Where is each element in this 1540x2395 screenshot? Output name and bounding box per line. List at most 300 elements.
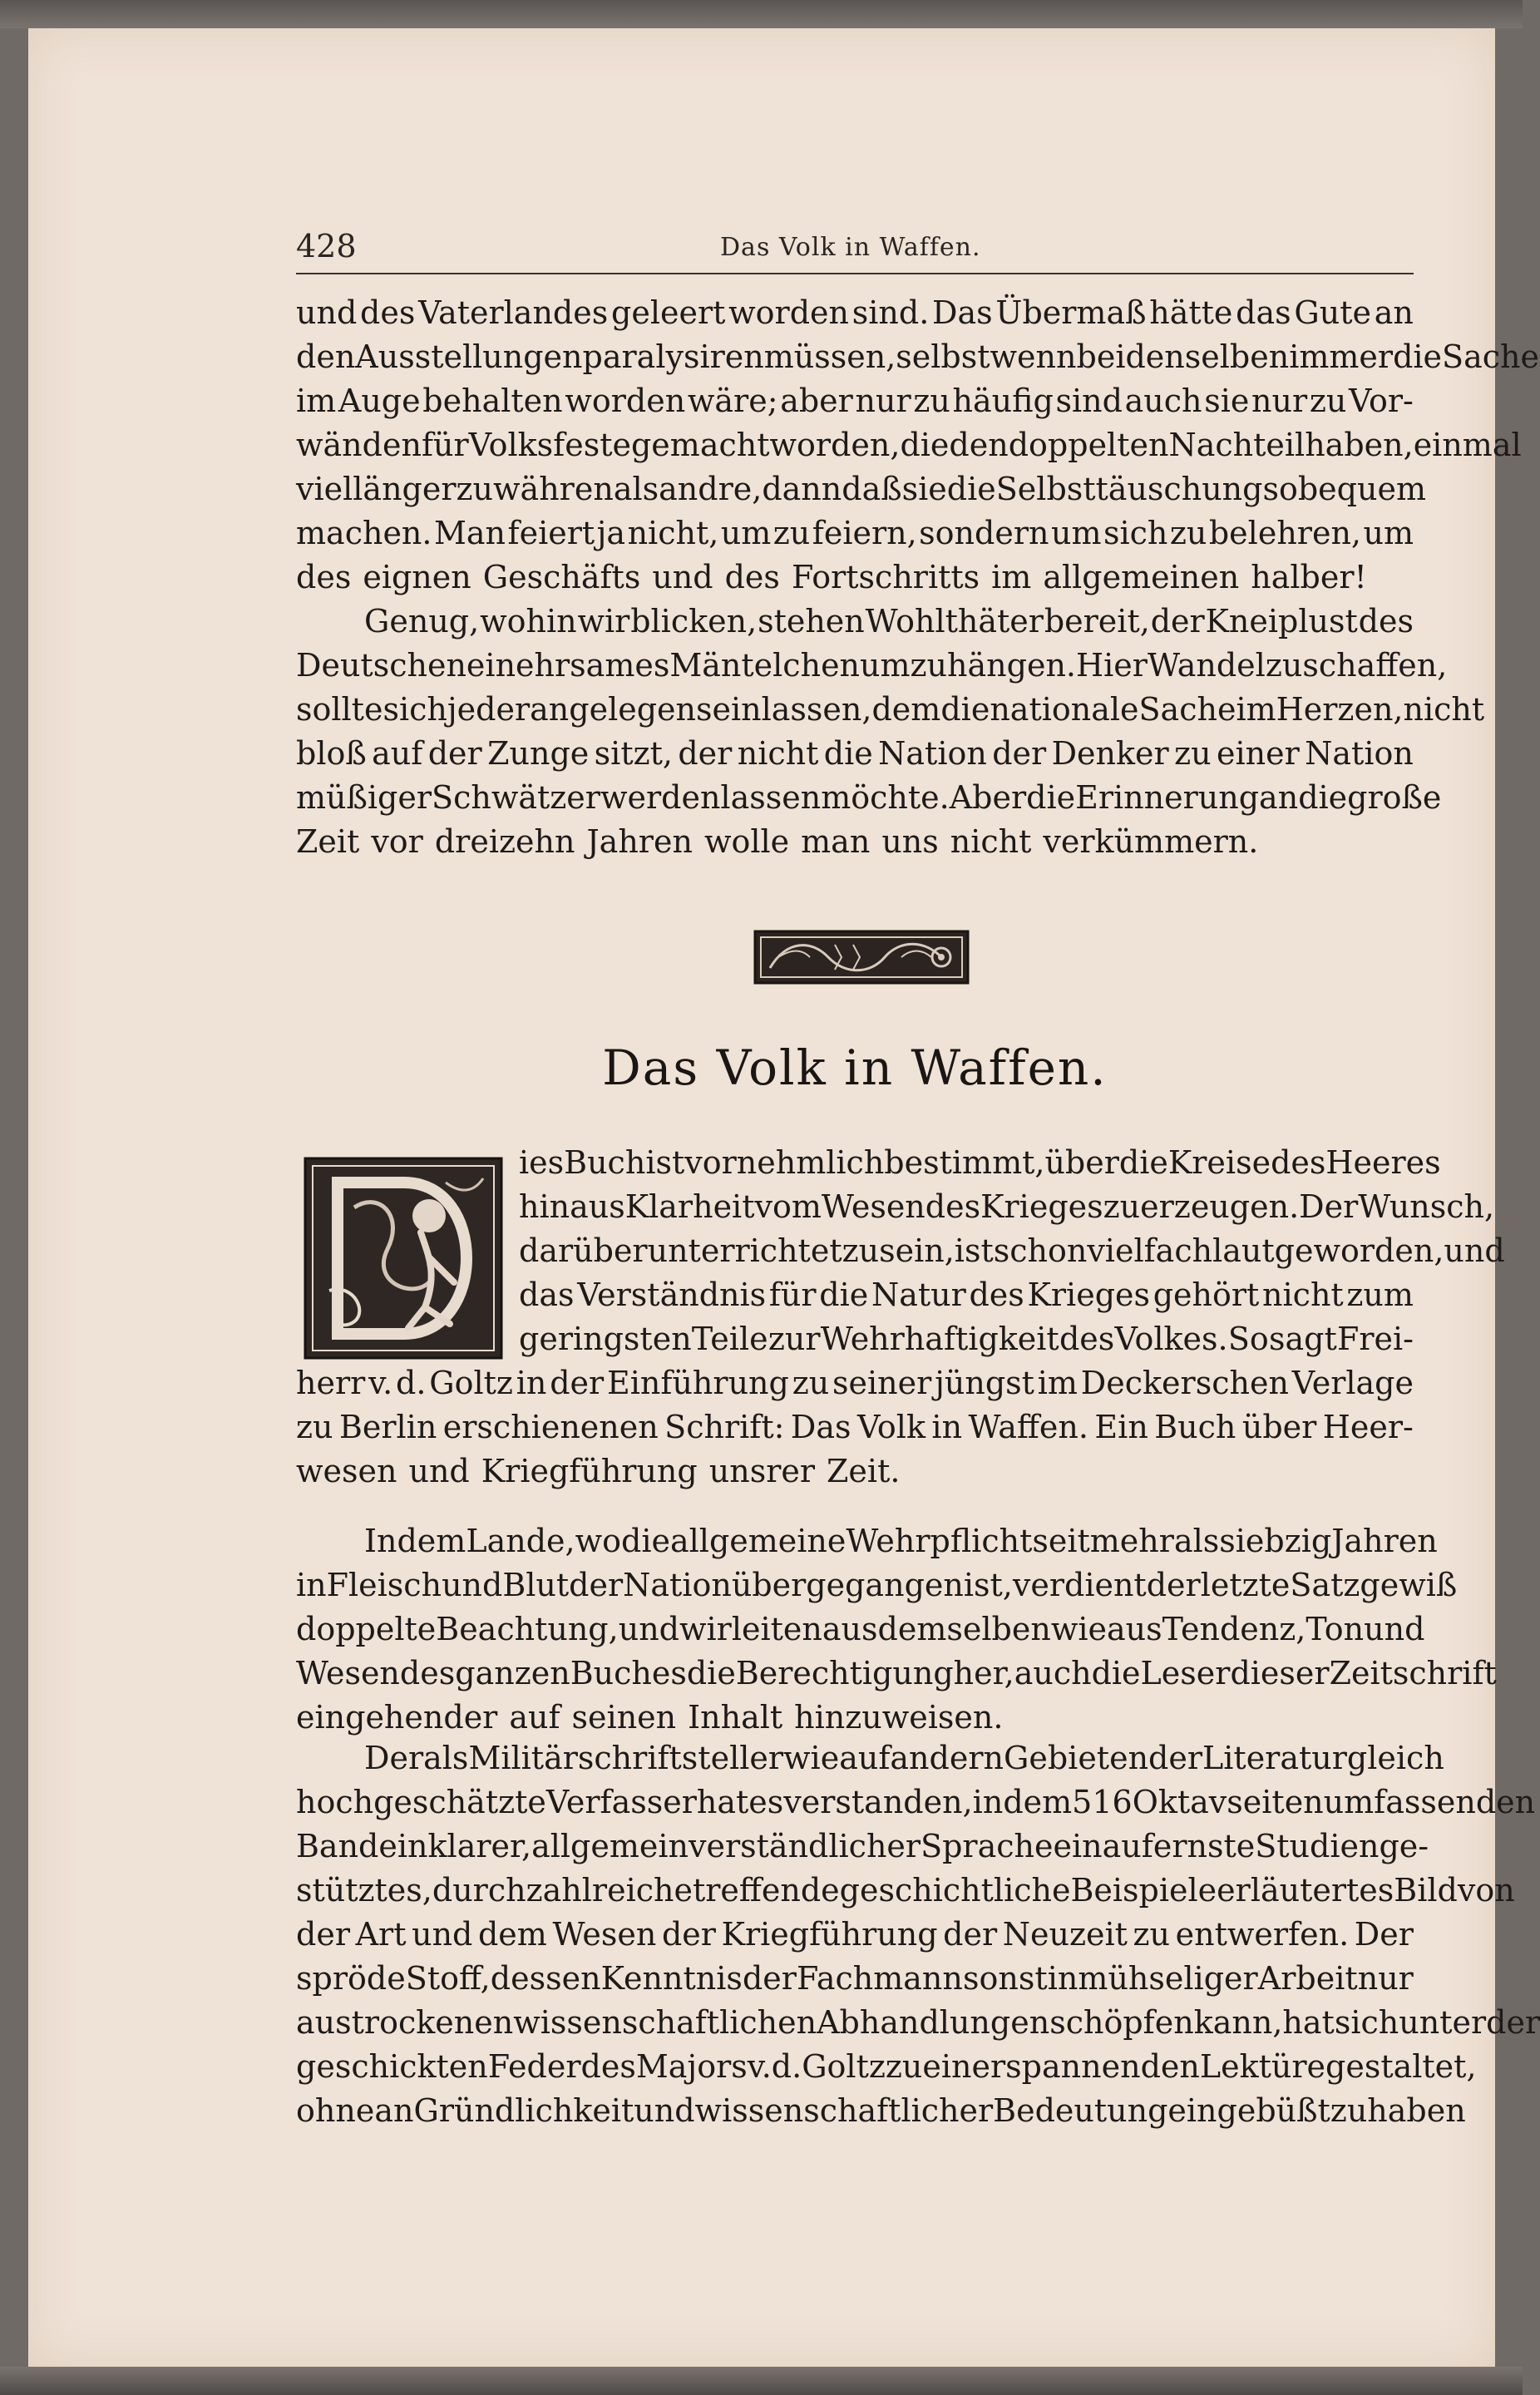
word: v. <box>747 2048 772 2085</box>
text-line <box>519 1185 1495 1229</box>
word: zu <box>1265 647 1303 684</box>
word: wo <box>575 1523 622 1559</box>
word: schaffen, <box>1302 647 1448 684</box>
word: Goltz <box>429 1365 513 1401</box>
word: und <box>634 2092 695 2129</box>
word: auch <box>1124 383 1202 419</box>
text-line <box>296 1736 1444 1780</box>
text-line <box>519 1229 1505 1273</box>
word: zu <box>913 383 950 419</box>
word: währen <box>493 471 614 507</box>
word: wissenschaftlicher <box>694 2092 994 2129</box>
word: schöpfen <box>1049 2004 1194 2041</box>
word: nur <box>1357 1960 1414 1997</box>
word: Frei- <box>1336 1321 1414 1357</box>
word: hochgeschätzte <box>296 1784 546 1820</box>
word: viel <box>296 471 353 507</box>
word: des <box>925 1188 981 1225</box>
word: gemacht <box>630 427 770 463</box>
text-line <box>296 1652 1497 1696</box>
word: Neuzeit <box>1002 1916 1128 1953</box>
word: Buches <box>570 1655 687 1691</box>
word: sein <box>696 691 762 728</box>
word: Verlage <box>1291 1365 1414 1401</box>
word: ist, <box>963 1567 1013 1603</box>
word: Gebieten <box>1004 1740 1149 1776</box>
word: ge- <box>1379 1828 1429 1864</box>
word: in <box>397 1828 428 1864</box>
word: andern <box>890 1740 1004 1776</box>
word: Berechtigung <box>735 1655 954 1691</box>
word: den <box>296 338 356 375</box>
word: eingebüßt <box>1167 2092 1330 2129</box>
text-line <box>296 335 1539 379</box>
word: Zeit <box>296 823 360 860</box>
word: auf <box>509 1699 560 1736</box>
word: darüber <box>519 1232 648 1269</box>
word: in <box>516 1365 547 1401</box>
word: Buch <box>564 1144 646 1181</box>
word: Wunsch, <box>1358 1188 1495 1225</box>
word: zu <box>885 2048 923 2085</box>
word: Vor- <box>1349 383 1414 419</box>
word: Zunge <box>487 735 590 772</box>
word: herr <box>296 1365 366 1401</box>
word: spannenden <box>1005 2048 1200 2085</box>
word: der <box>1486 2004 1540 2041</box>
text-line <box>296 1563 1458 1607</box>
word: allgemein <box>531 1828 689 1864</box>
word: Volksfeste <box>468 427 631 463</box>
word: wie <box>1050 1611 1107 1647</box>
word: Jahren <box>1331 1523 1438 1559</box>
word: als <box>423 1740 469 1776</box>
text-line <box>296 688 1485 732</box>
word: treffende <box>692 1872 840 1909</box>
word: immer <box>1289 338 1394 375</box>
word: zu <box>842 1232 880 1269</box>
word: und <box>412 1916 473 1953</box>
word: hätte <box>1149 294 1233 331</box>
word: dem <box>397 1523 466 1559</box>
word: trockenen <box>351 2004 514 2041</box>
word: verkümmern. <box>1043 823 1259 860</box>
word: für <box>768 1277 817 1313</box>
article-paragraph-2 <box>296 1519 1497 1740</box>
word: Wehrhaftigkeit <box>820 1321 1059 1357</box>
word: auch <box>1014 1655 1092 1691</box>
word: der <box>992 735 1047 772</box>
word: die <box>1118 1144 1168 1181</box>
word: Selbsttäuschung <box>995 471 1263 507</box>
word: Blut <box>502 1567 570 1603</box>
word: Wesen <box>552 1916 657 1953</box>
word: laut <box>1212 1232 1275 1269</box>
text-line <box>296 1519 1438 1563</box>
word: ernste <box>1153 1828 1256 1864</box>
word: geschichtliche <box>839 1872 1071 1909</box>
word: Volk <box>856 1409 925 1445</box>
word: halber! <box>1251 559 1367 595</box>
word: dem <box>871 691 941 728</box>
top-paragraph <box>296 291 1539 600</box>
word: gehört <box>1153 1277 1260 1313</box>
word: Kneiplust <box>1205 603 1358 639</box>
word: sagt <box>1268 1321 1337 1357</box>
word: dessen <box>490 1960 601 1997</box>
word: haben, <box>1305 427 1414 463</box>
word: haben <box>1367 2092 1466 2129</box>
word: Deutschen <box>296 647 466 684</box>
article-title: Das Volk in Waffen. <box>602 1039 1108 1096</box>
word: der <box>550 1365 605 1401</box>
word: als <box>1173 1523 1220 1559</box>
word: vielfach <box>1087 1232 1213 1269</box>
word: Das <box>790 1409 851 1445</box>
word: ja <box>596 515 626 551</box>
word: Oktavseiten <box>1132 1784 1324 1820</box>
word: wohin <box>480 603 577 639</box>
word: Leser <box>1140 1655 1231 1691</box>
word: So <box>1227 1321 1269 1357</box>
word: geschickten <box>296 2048 488 2085</box>
word: denselben <box>1125 338 1290 375</box>
word: zu <box>1103 1188 1141 1225</box>
word: des <box>296 559 352 595</box>
word: umfassenden <box>1323 1784 1536 1820</box>
word: in <box>931 1409 963 1445</box>
word: Krieges <box>980 1188 1103 1225</box>
word: Beispiele <box>1070 1872 1217 1909</box>
word: Sache <box>1442 338 1539 375</box>
word: wie <box>783 1740 840 1776</box>
word: Stoff, <box>405 1960 491 1997</box>
word: Heeres <box>1325 1144 1441 1181</box>
word: des <box>360 294 416 331</box>
word: mühseliger <box>1078 1960 1258 1997</box>
header-rule <box>296 273 1414 274</box>
word: der <box>943 1916 998 1953</box>
word: um <box>1050 515 1102 551</box>
word: zu <box>1309 383 1347 419</box>
word: bequem <box>1297 471 1426 507</box>
word: der <box>1150 603 1205 639</box>
word: und <box>618 1611 679 1647</box>
word: zu <box>1133 1916 1171 1953</box>
word: eingehender <box>296 1699 498 1736</box>
word: letzte <box>1200 1567 1291 1603</box>
text-line <box>296 2045 1477 2089</box>
word: das <box>519 1277 575 1313</box>
word: sich <box>1103 515 1168 551</box>
word: Abhandlungen <box>817 2004 1050 2041</box>
text-line <box>296 1361 1414 1405</box>
word: Tendenz, <box>1162 1611 1306 1647</box>
word: es <box>748 1784 784 1820</box>
word: so <box>1262 471 1298 507</box>
word: zu <box>296 1409 333 1445</box>
word: der <box>427 735 482 772</box>
word: ist <box>645 1144 685 1181</box>
word: zu <box>1330 2092 1368 2129</box>
word: hinzuweisen. <box>794 1699 1004 1736</box>
word: Übermaß <box>995 294 1147 331</box>
word: Goltz <box>802 2048 886 2085</box>
text-line <box>296 1405 1414 1449</box>
word: ehrsames <box>516 647 670 684</box>
word: die <box>900 427 950 463</box>
word: Deckerschen <box>1080 1365 1289 1401</box>
word: auf <box>1102 1828 1153 1864</box>
word: stehen <box>758 603 865 639</box>
word: nicht, <box>627 515 719 551</box>
word: jeder <box>447 691 531 728</box>
word: übergegangen <box>731 1567 964 1603</box>
word: dem <box>1003 1784 1073 1820</box>
word: die <box>823 735 873 772</box>
word: v. <box>368 1365 393 1401</box>
word: ein <box>466 647 516 684</box>
word: d. <box>396 1365 427 1401</box>
word: Wandel <box>1147 647 1266 684</box>
word: zu <box>1174 735 1212 772</box>
word: unter <box>1399 2004 1487 2041</box>
word: wir <box>577 603 630 639</box>
word: Klarheit <box>624 1188 755 1225</box>
text-line <box>296 1607 1425 1652</box>
article-paragraph-3 <box>296 1736 1540 2133</box>
word: Kenntnis <box>600 1960 743 1997</box>
word: Volkes. <box>1114 1321 1228 1357</box>
word: Gute <box>1294 294 1371 331</box>
word: in <box>972 1784 1004 1820</box>
word: Beachtung, <box>436 1611 619 1647</box>
word: nicht <box>1262 1277 1344 1313</box>
word: In <box>364 1523 397 1559</box>
word: Verständnis <box>577 1277 767 1313</box>
word: Bande <box>296 1828 397 1864</box>
word: her, <box>953 1655 1014 1691</box>
text-line <box>296 1449 1414 1494</box>
word: wir <box>679 1611 732 1647</box>
word: ohne <box>296 2092 375 2129</box>
word: und <box>296 294 358 331</box>
word: sollte <box>296 691 383 728</box>
word: länger <box>353 471 457 507</box>
word: Kriegführung <box>721 1916 938 1953</box>
word: das <box>1236 294 1291 331</box>
word: des <box>1059 1321 1115 1357</box>
word: Zeitschrift <box>1329 1655 1497 1691</box>
word: Der <box>1299 1188 1359 1225</box>
word: die <box>940 691 990 728</box>
word: Ausstellungen <box>355 338 583 375</box>
word: hat <box>696 1784 749 1820</box>
word: bestimmt, <box>884 1144 1045 1181</box>
page-number: 428 <box>296 228 357 264</box>
word: dieser <box>1230 1655 1330 1691</box>
word: doppelten <box>1008 427 1169 463</box>
word: 516 <box>1072 1784 1133 1820</box>
text-line <box>296 1869 1515 1913</box>
word: hinaus <box>519 1188 625 1225</box>
word: Krieges <box>1027 1277 1151 1313</box>
word: Hier <box>1076 647 1148 684</box>
word: und <box>652 559 713 595</box>
word: der <box>569 1567 624 1603</box>
word: sich <box>383 691 447 728</box>
word: dreizehn <box>434 823 575 860</box>
text-line <box>296 2089 1466 2133</box>
word: Fachmann <box>797 1960 963 1997</box>
word: aus <box>1106 1611 1162 1647</box>
word: Denker <box>1051 735 1169 772</box>
text-line <box>519 1273 1414 1317</box>
word: der <box>296 1916 350 1953</box>
word: aus <box>822 1611 878 1647</box>
word: bloß <box>296 735 367 772</box>
word: der <box>1148 1740 1203 1776</box>
word: aber <box>780 383 853 419</box>
word: Arbeit <box>1257 1960 1358 1997</box>
word: vor <box>371 823 423 860</box>
word: nur <box>1251 383 1308 419</box>
word: seit <box>1032 1523 1090 1559</box>
word: möchte. <box>821 779 950 816</box>
word: geworden, <box>1274 1232 1444 1269</box>
word: an <box>1259 779 1299 816</box>
word: des <box>724 559 780 595</box>
word: erschienenen <box>442 1409 659 1445</box>
word: geleert <box>611 294 726 331</box>
text-line <box>296 511 1414 556</box>
word: Wesen <box>821 1188 925 1225</box>
word: des <box>1271 1144 1326 1181</box>
word: Herzen, <box>1276 691 1404 728</box>
word: Majors <box>635 2048 748 2085</box>
word: sind <box>1055 383 1123 419</box>
word: Erinnerung <box>1075 779 1260 816</box>
word: Wesen <box>296 1655 400 1691</box>
word: der <box>678 735 733 772</box>
word: nicht <box>1403 691 1485 728</box>
word: hat <box>1282 2004 1335 2041</box>
word: Inhalt <box>688 1699 783 1736</box>
word: die <box>819 1277 869 1313</box>
word: jüngst <box>935 1365 1034 1401</box>
word: über <box>1241 1409 1317 1445</box>
word: im <box>296 383 337 419</box>
word: Feder <box>487 2048 581 2085</box>
word: von <box>1457 1872 1515 1909</box>
word: behalten <box>422 383 563 419</box>
word: die <box>1026 779 1076 816</box>
word: nationale <box>990 691 1139 728</box>
word: dann <box>762 471 842 507</box>
word: Einführung <box>607 1365 789 1401</box>
word: zu <box>772 515 811 551</box>
text-line <box>296 1957 1414 2001</box>
word: eignen <box>363 559 471 595</box>
word: große <box>1347 779 1442 816</box>
word: die <box>621 1523 670 1559</box>
scan-edge-bottom <box>0 2367 1523 2395</box>
word: Nachteil <box>1168 427 1306 463</box>
text-line <box>296 600 1414 644</box>
word: zu <box>792 1365 830 1401</box>
word: siebzig <box>1219 1523 1332 1559</box>
word: des <box>1358 603 1414 639</box>
text-line <box>296 2001 1540 2045</box>
word: nur <box>855 383 911 419</box>
word: die <box>1298 779 1348 816</box>
word: gewiß <box>1360 1567 1458 1603</box>
word: Kriegführung <box>481 1453 698 1489</box>
word: werden <box>600 779 721 816</box>
word: einer <box>922 2048 1006 2085</box>
text-line <box>296 467 1426 511</box>
word: im <box>991 559 1032 595</box>
scan-edge-top <box>0 0 1523 28</box>
word: wesen <box>296 1453 397 1489</box>
word: d. <box>771 2048 802 2085</box>
article-dropcap-paragraph <box>296 1141 1505 1494</box>
text-line <box>296 291 1414 335</box>
running-title: Das Volk in Waffen. <box>720 233 981 262</box>
word: Ton <box>1306 1611 1365 1647</box>
word: ist <box>954 1232 994 1269</box>
text-line <box>296 379 1414 423</box>
word: Buch <box>1154 1409 1236 1445</box>
word: man <box>801 823 871 860</box>
word: worden, <box>769 427 901 463</box>
word: Verfasser <box>545 1784 697 1820</box>
word: sich <box>1334 2004 1399 2041</box>
word: unsrer <box>708 1453 816 1489</box>
word: Literatur <box>1202 1740 1347 1776</box>
word: gestaltet, <box>1325 2048 1477 2085</box>
word: ein <box>1053 1828 1103 1864</box>
word: zu <box>1169 515 1207 551</box>
word: kann, <box>1193 2004 1283 2041</box>
word: Wohlthäter <box>865 603 1044 639</box>
word: Gründlichkeit <box>413 2092 634 2129</box>
word: uns <box>881 823 939 860</box>
word: Satz <box>1290 1567 1360 1603</box>
word: einer <box>1216 735 1300 772</box>
word: auf <box>839 1740 891 1776</box>
word: Der <box>364 1740 424 1776</box>
word: andre, <box>659 471 763 507</box>
word: Sache <box>1138 691 1236 728</box>
word: sie <box>1204 383 1250 419</box>
text-line <box>296 776 1442 820</box>
word: Bild <box>1394 1872 1458 1909</box>
word: des <box>580 2048 636 2085</box>
word: Lektüre <box>1199 2048 1326 2085</box>
word: müßiger <box>296 779 432 816</box>
word: und <box>1364 1611 1425 1647</box>
word: nicht <box>950 823 1032 860</box>
text-line <box>519 1317 1414 1361</box>
word: aus <box>296 2004 352 2041</box>
word: auf <box>372 735 423 772</box>
word: Auge <box>338 383 421 419</box>
word: zu <box>456 471 494 507</box>
word: demselben <box>877 1611 1051 1647</box>
word: Waffen. <box>968 1409 1088 1445</box>
word: Art <box>355 1916 407 1953</box>
